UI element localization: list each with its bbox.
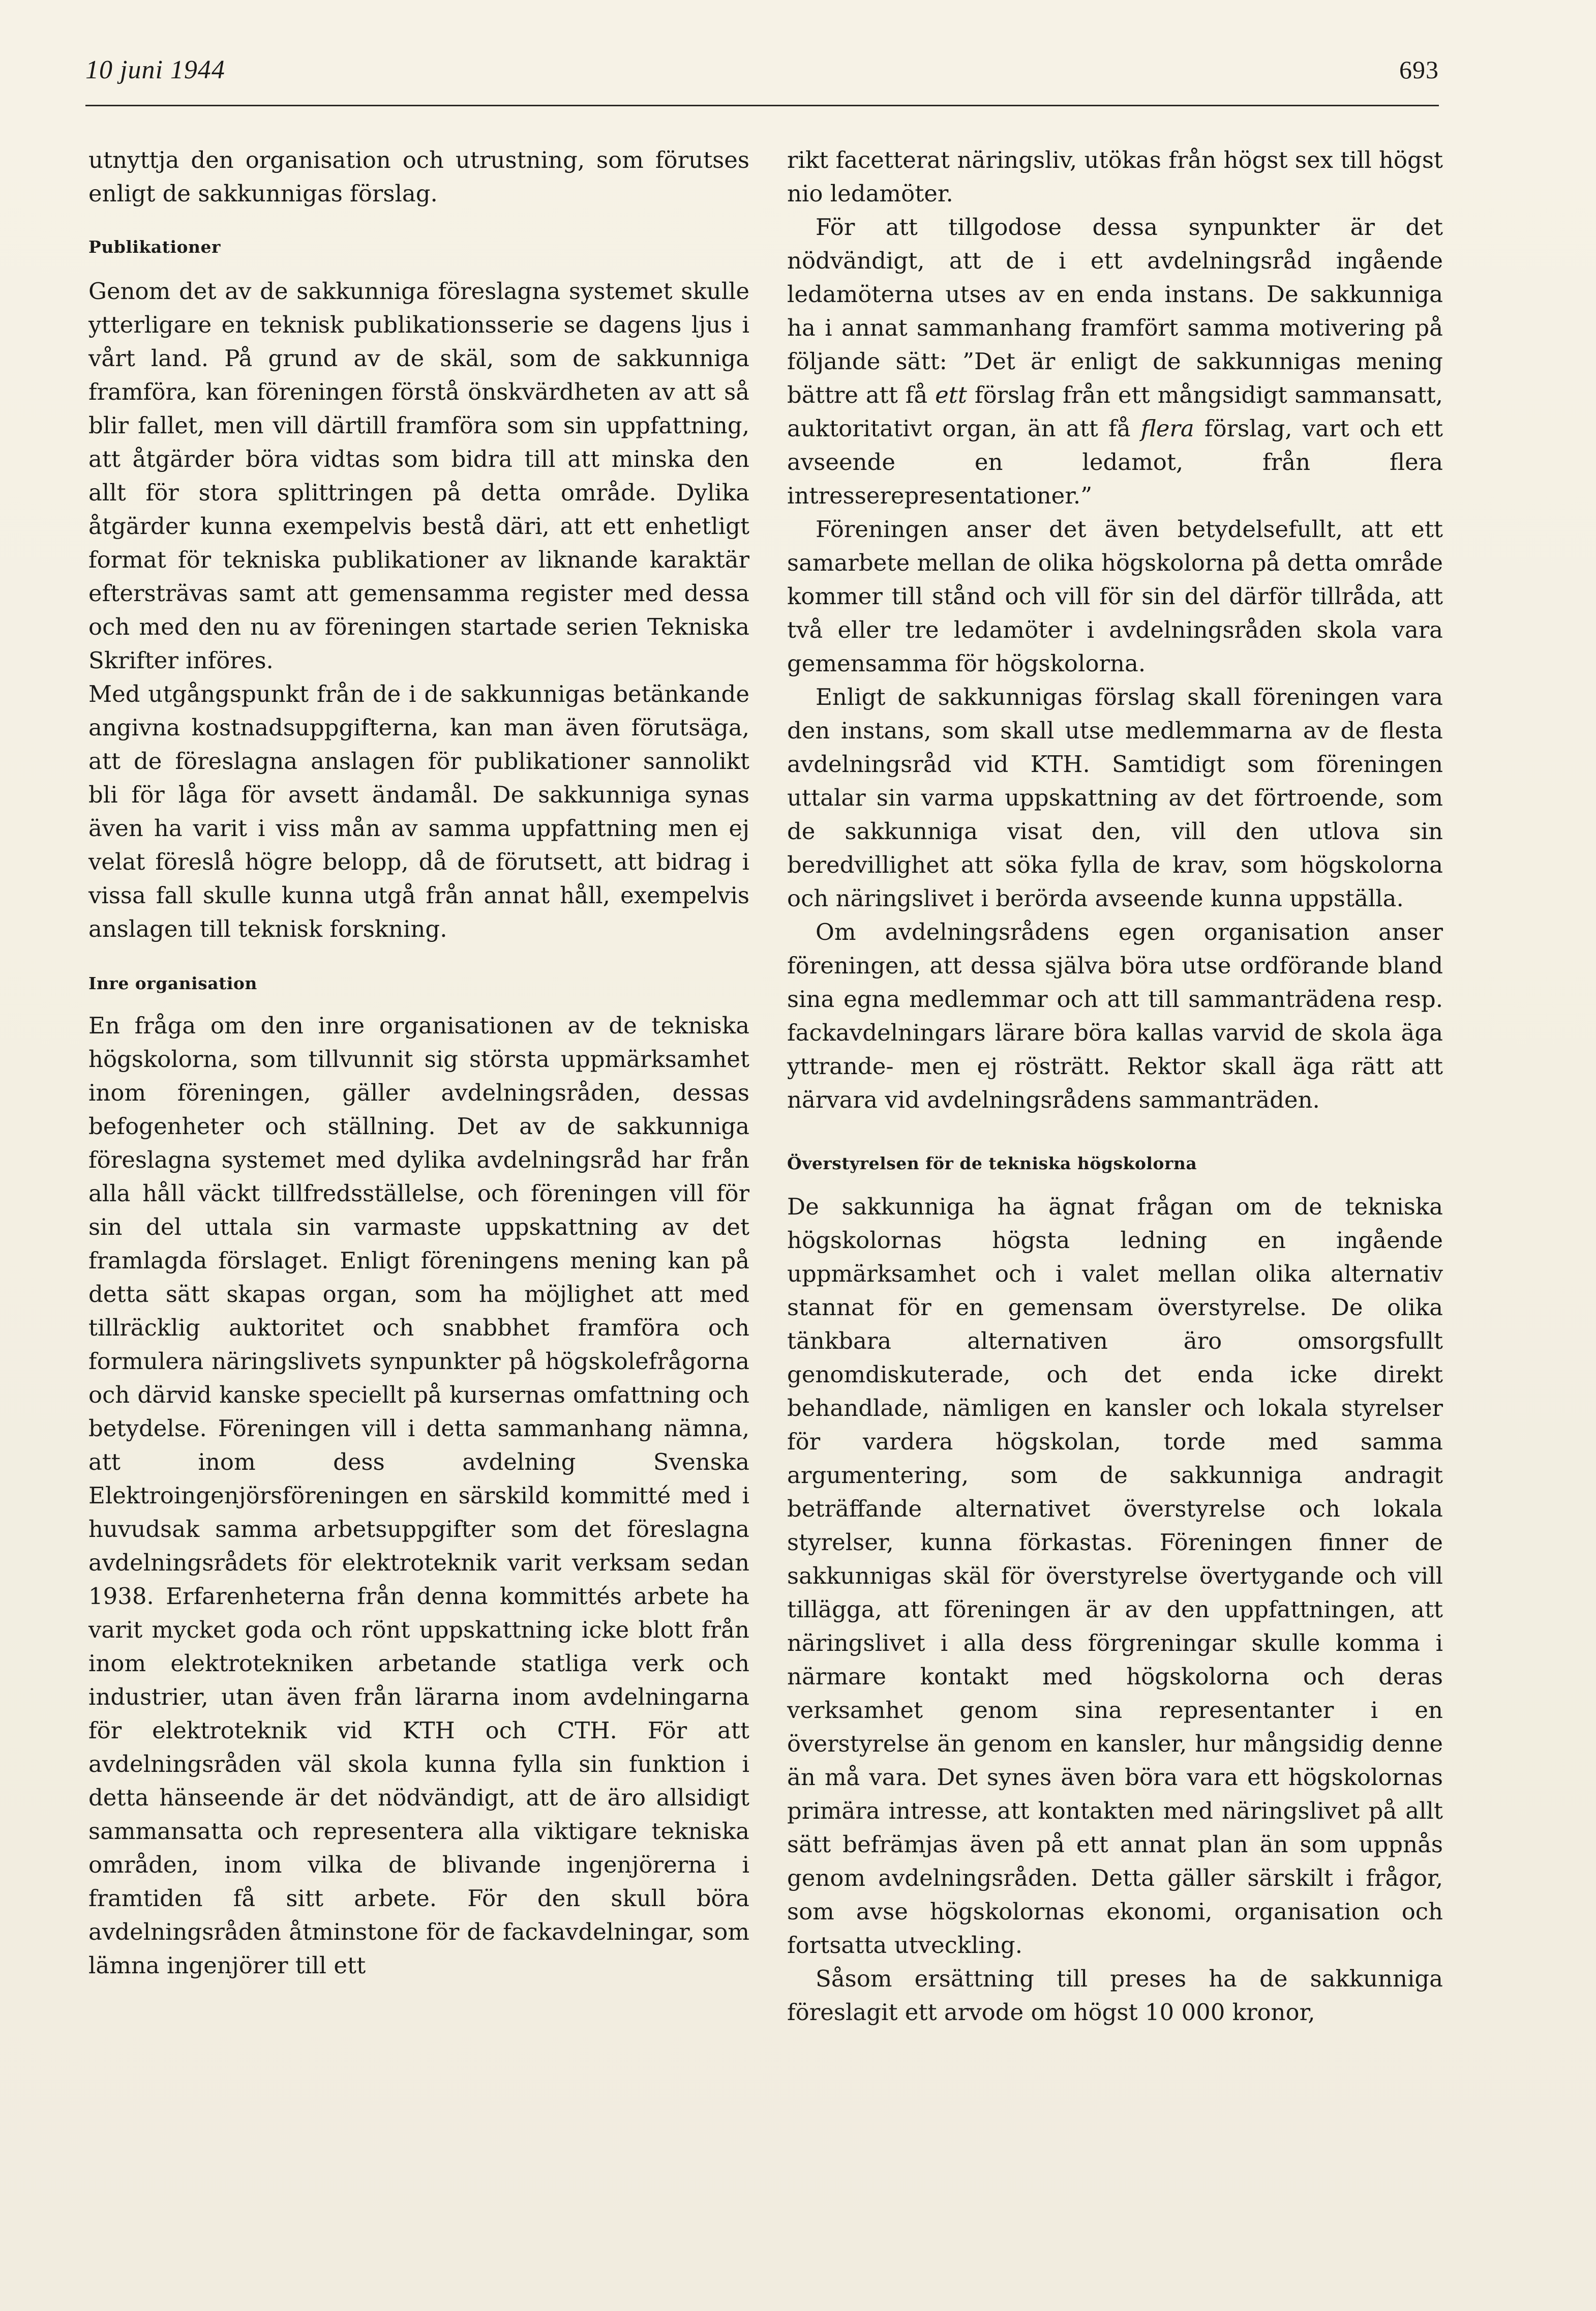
page-header: [85, 55, 1439, 104]
emphasis-flera: flera: [1140, 415, 1194, 442]
section-heading-inre-organisation: Inre organisation: [88, 973, 257, 993]
paragraph-instans: Enligt de sakkunnigas förslag skall föreningen vara den instans, som skall utse medlemmarna av de flesta avdelningsråd vid KTH. Samtidigt som föreningen uttalar sin varma uppskattning av det förtroende, som de sakkunniga visat den, vill den utlova sin beredvillighet att söka fylla de krav, som högskolorna och näringslivet i berörda avseende kunna uppställa.: [787, 684, 1443, 912]
header-date: 10 juni 1944: [85, 55, 225, 84]
header-rule: [85, 105, 1439, 106]
paragraph-motivering-text-2: förslag från ett mångsidigt sammansatt, auktoritativt organ, än att få: [787, 381, 1443, 442]
paragraph-continuation: utnyttja den organisation och utrustning, som förutses enligt de sakkunnigas förslag.: [88, 146, 749, 207]
emphasis-ett: ett: [935, 381, 967, 408]
page-number: 693: [1399, 55, 1439, 84]
paragraph-overstyrelsen: De sakkunniga ha ägnat frågan om de tekniska högskolornas högsta ledning en ingående uppmärksamhet och i valet mellan olika alternativ stannat för en gemensam överstyrelse. De olika tänkbara alternativen äro omsorgsfullt genomdiskuterade, och det enda icke direkt behandlade, nämligen en kansler och lokala styrelser för vardera högskolan, torde med samma argumentering, som de sakkunniga andragit beträffande alternativet överstyrelse och lokala styrelser, kunna förkastas. Föreningen finner de sakkunnigas skäl för överstyrelse övertygande och vill tillägga, att föreningen är av den uppfattningen, att näringslivet i alla dess förgreningar skulle komma i närmare kontakt med högskolorna och deras verksamhet genom sina representanter i en överstyrelse än genom en kansler, hur mångsidig denne än må vara. Det synes även böra vara ett högskolornas primära intresse, att kontakten med näringslivet på allt sätt befrämjas även på ett annat plan än som uppnås genom avdelningsråden. Detta gäller särskilt i frågor, som avse högskolornas ekonomi, organisation och fortsatta utveckling.: [787, 1193, 1443, 1959]
right-column: [787, 143, 1443, 2029]
section-heading-publikationer: Publikationer: [88, 237, 221, 257]
paragraph-motivering-text-3: förslag, vart och ett avseende en ledamot, från flera intresserepresentationer.”: [787, 415, 1443, 509]
paragraph-inre-organisation: En fråga om den inre organisationen av de tekniska högskolorna, som tillvunnit sig största uppmärksamhet inom föreningen, gäller avdelningsråden, dessas befogenheter och ställning. Det av de sakkunniga föreslagna systemet med dylika avdelningsråd har från alla håll väckt tillfredsställelse, och föreningen vill för sin del uttala sin varmaste uppskattning av det framlagda förslaget. Enligt föreningens mening kan på detta sätt skapas organ, som ha möjlighet att med tillräcklig auktoritet och snabbhet framföra och formulera näringslivets synpunkter på högskolefrågorna och därvid kanske speciellt på kursernas omfattning och betydelse. Föreningen vill i detta sammanhang nämna, att inom dess avdelning Svenska Elektroingenjörsföreningen en särskild kommitté med i huvudsak samma arbetsuppgifter som det föreslagna avdelningsrådets för elektroteknik varit verksam sedan 1938. Erfarenheterna från denna kommittés arbete ha varit mycket goda och rönt uppskattning icke blott från inom elektrotekniken arbetande statliga verk och industrier, utan även från lärarna inom avdelningarna för elektroteknik vid KTH och CTH. För att avdelningsråden väl skola kunna fylla sin funktion i detta hänseende är det nödvändigt, att de äro allsidigt sammansatta och representera alla viktigare tekniska områden, inom vilka de blivande ingenjörerna i framtiden få sitt arbete. För den skull böra avdelningsråden åtminstone för de fackavdelningar, som lämna ingenjörer till ett: [88, 1012, 749, 1979]
section-heading-overstyrelsen: Överstyrelsen för de tekniska högskolorna: [787, 1153, 1197, 1173]
paragraph-publikationer-1: Genom det av de sakkunniga föreslagna systemet skulle ytterligare en teknisk publikationsserie se dagens ljus i vårt land. På grund av de skäl, som de sakkunniga framföra, kan föreningen förstå önskvärdheten av att så blir fallet, men vill därtill framföra som sin uppfattning, att åtgärder böra vidtas som bidra till att minska den allt för stora splittringen på detta område. Dylika åtgärder kunna exempelvis bestå däri, att ett enhetligt format för tekniska publikationer av liknande karaktär eftersträvas samt att gemensamma register med dessa och med den nu av föreningen startade serien Tekniska Skrifter införes.: [88, 278, 749, 674]
paragraph-motivering-text-1: För att tillgodose dessa synpunkter är det nödvändigt, att de i ett avdelningsråd ingående ledamöterna utses av en enda instans. De sakkunniga ha i annat sammanhang framfört samma motivering på följande sätt: ”Det är enligt de sakkunnigas mening bättre att få: [787, 214, 1443, 408]
paragraph-avdelningsrad-organisation: Om avdelningsrådens egen organisation anser föreningen, att dessa själva böra utse ordförande bland sina egna medlemmar och att till sammanträdena resp. fackavdelningars lärare böra kallas varvid de skola äga yttrande- men ej rösträtt. Rektor skall äga rätt att närvara vid avdelningsrådens sammanträden.: [787, 919, 1443, 1113]
paragraph-continuation-right: rikt facetterat näringsliv, utökas från högst sex till högst nio ledamöter.: [787, 146, 1443, 207]
left-column: [88, 143, 749, 1982]
paragraph-motivering: [787, 211, 1443, 513]
paragraph-publikationer-2: Med utgångspunkt från de i de sakkunnigas betänkande angivna kostnadsuppgifterna, kan man även förutsäga, att de föreslagna anslagen för publikationer sannolikt bli för låga för avsett ändamål. De sakkunniga synas även ha varit i viss mån av samma uppfattning men ej velat föreslå högre belopp, då de förutsett, att bidrag i vissa fall skulle kunna utgå från annat håll, exempelvis anslagen till teknisk forskning.: [88, 680, 749, 942]
paragraph-samarbete: Föreningen anser det även betydelsefullt, att ett samarbete mellan de olika högskolorna på detta område kommer till stånd och vill för sin del därför tillråda, att två eller tre ledamöter i avdelningsråden skola vara gemensamma för högskolorna.: [787, 516, 1443, 677]
paragraph-ersattning: Såsom ersättning till preses ha de sakkunniga föreslagit ett arvode om högst 10 000 kronor,: [787, 1965, 1443, 2026]
